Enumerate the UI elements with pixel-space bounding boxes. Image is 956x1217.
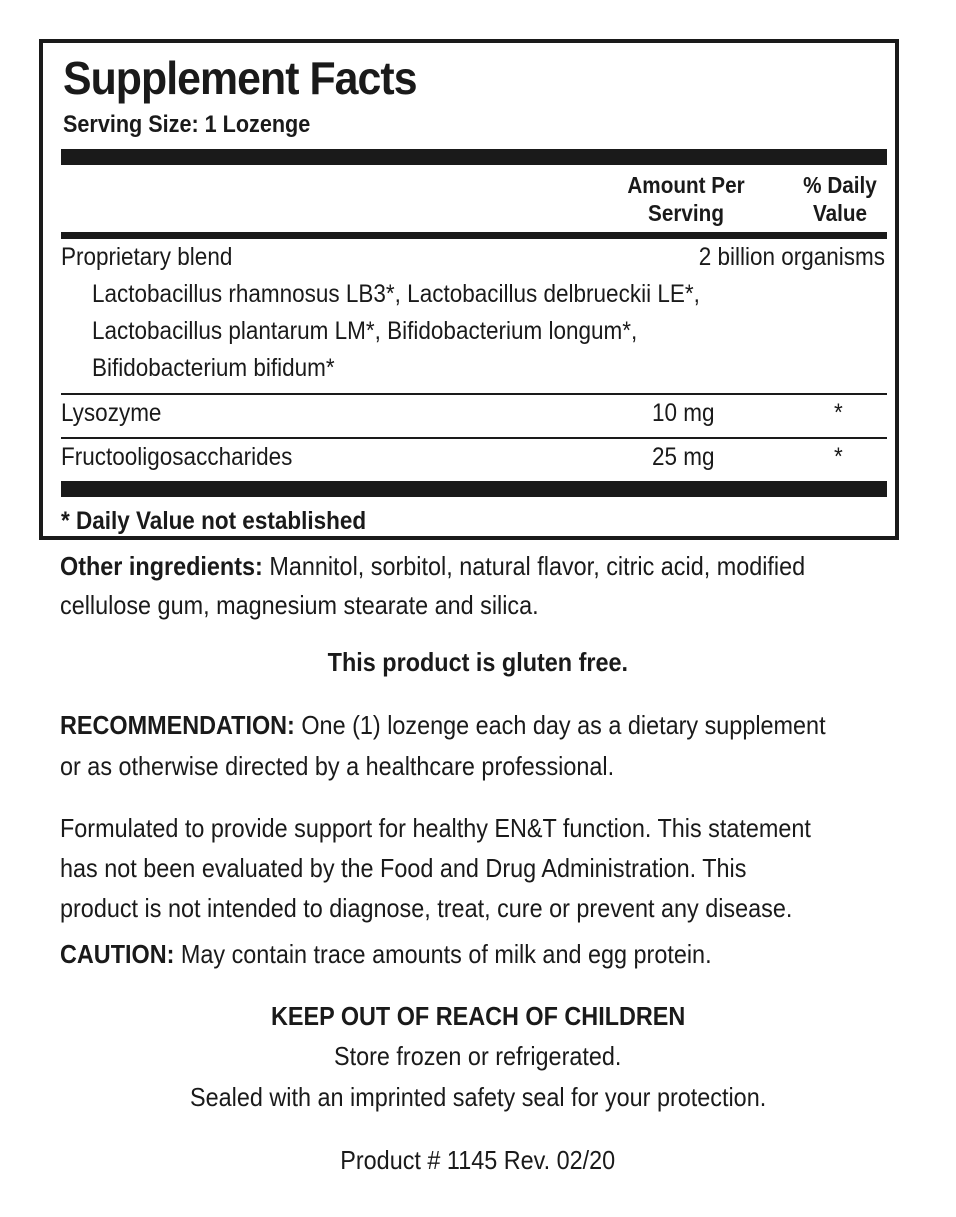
storage-instruction: Store frozen or refrigerated. (334, 1041, 622, 1071)
row-amount: 10 mg (652, 399, 715, 427)
panel-title: Supplement Facts (63, 52, 417, 104)
other-ingredients: Other ingredients: Mannitol, sorbitol, natural flavor, citric acid, modified cellulose gum, magnesium stearate and silica. (60, 551, 806, 620)
blend-ingredients-line: Lactobacillus plantarum LM*, Bifidobacterium longum*, (92, 317, 638, 345)
daily-value-header: % Daily Value (803, 172, 877, 226)
recommendation: RECOMMENDATION: One (1) lozenge each day as a dietary supplement or as otherwise directed by a healthcare professional. (60, 710, 826, 781)
seal-statement: Sealed with an imprinted safety seal for your protection. (189, 1082, 767, 1112)
product-code: Product # 1145 Rev. 02/20 (340, 1145, 616, 1175)
fda-statement: Formulated to provide support for healthy EN&T function. This statement has not been evaluated by the Food and Drug Administration. This product is not intended to diagnose, treat, cure or prevent any disease. (60, 813, 811, 923)
row-daily-value: * (834, 443, 843, 471)
row-divider (61, 393, 887, 395)
caution: CAUTION: May contain trace amounts of milk and egg protein. (60, 939, 712, 969)
gluten-statement: This product is gluten free. (327, 647, 629, 677)
other-ingredients-label: Other ingredients: (60, 551, 263, 581)
row-name: Lysozyme (61, 399, 162, 427)
row-amount: 25 mg (652, 443, 715, 471)
top-thick-bar (61, 149, 887, 165)
caution-label: CAUTION: (60, 939, 175, 969)
supplement-facts-panel (39, 39, 899, 540)
blend-amount: 2 billion organisms (698, 243, 885, 271)
row-name: Fructooligosaccharides (61, 443, 293, 471)
row-daily-value: * (834, 399, 843, 427)
blend-ingredients-line: Bifidobacterium bifidum* (92, 354, 335, 382)
keep-out-warning: KEEP OUT OF REACH OF CHILDREN (270, 1001, 686, 1031)
blend-name: Proprietary blend (61, 243, 233, 271)
bottom-thick-bar (61, 481, 887, 497)
header-bar (61, 232, 887, 239)
blend-ingredients-line: Lactobacillus rhamnosus LB3*, Lactobacillus delbrueckii LE*, (92, 280, 700, 308)
amount-per-serving-header: Amount Per Serving (627, 172, 745, 226)
daily-value-footnote: * Daily Value not established (61, 507, 367, 535)
row-divider (61, 437, 887, 439)
recommendation-label: RECOMMENDATION: (60, 710, 295, 740)
serving-size: Serving Size: 1 Lozenge (63, 111, 311, 138)
